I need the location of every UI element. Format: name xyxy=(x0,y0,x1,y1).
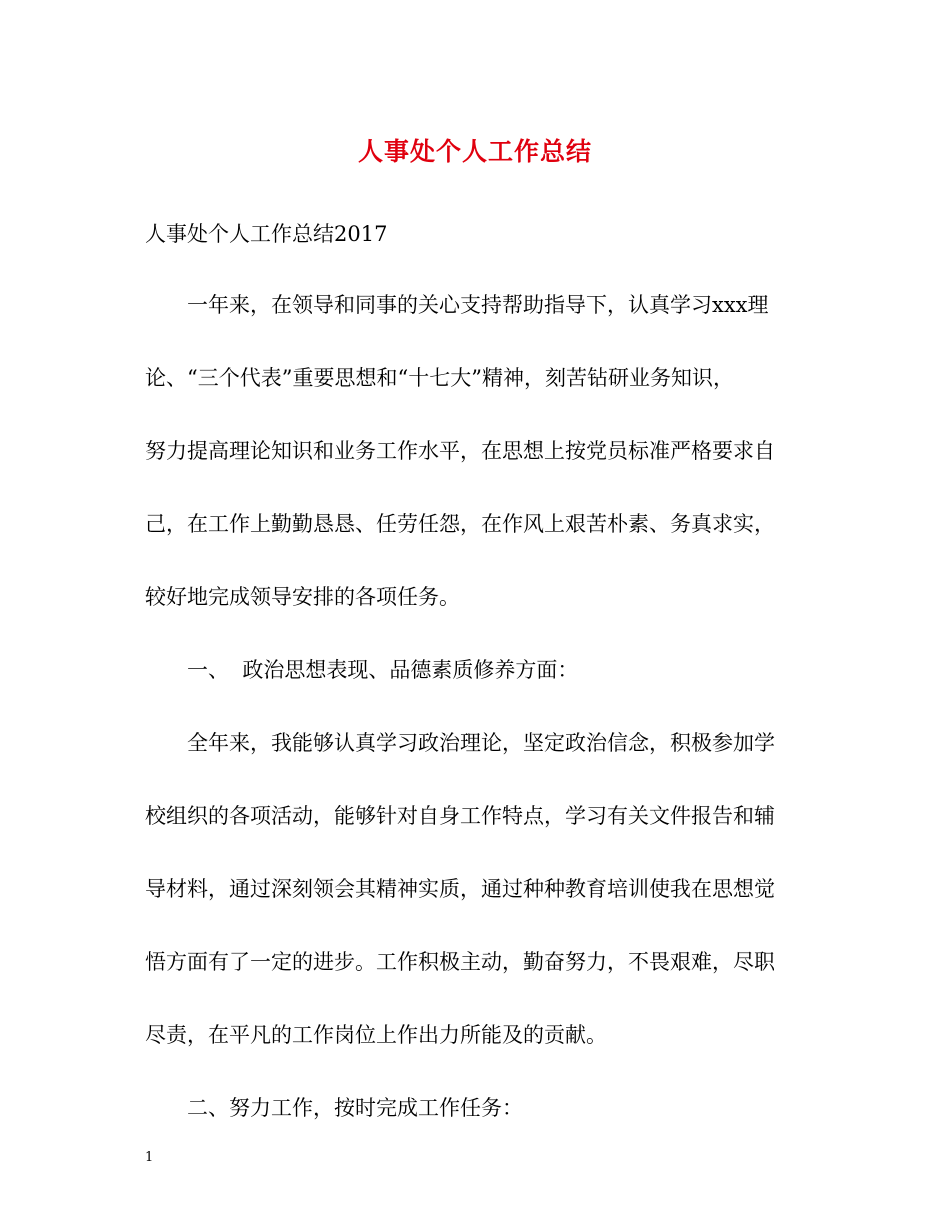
document-body xyxy=(145,287,805,1163)
body-line-10: 悟方面有了一定的进步。工作积极主动，勤奋努力，不畏艰难，尽职 xyxy=(145,950,775,974)
section-heading-2: 二、努力工作，按时完成工作任务： xyxy=(187,1096,523,1120)
document-title: 人事处个人工作总结 xyxy=(357,137,592,166)
body-line-11: 尽责，在平凡的工作岗位上作出力所能及的贡献。 xyxy=(145,1023,607,1047)
body-line-1: 一年来，在领导和同事的关心支持帮助指导下，认真学习xxx理 xyxy=(187,293,769,317)
document-subtitle: 人事处个人工作总结2017 xyxy=(145,222,388,246)
body-line-7: 全年来，我能够认真学习政治理论，坚定政治信念，积极参加学 xyxy=(187,731,775,755)
body-line-2: 论、“三个代表”重要思想和“十七大”精神，刻苦钻研业务知识， xyxy=(145,366,734,390)
body-line-9: 导材料，通过深刻领会其精神实质，通过种种教育培训使我在思想觉 xyxy=(145,877,775,901)
body-line-3: 努力提高理论知识和业务工作水平，在思想上按党员标准严格要求自 xyxy=(145,439,775,463)
body-line-8: 校组织的各项活动，能够针对自身工作特点，学习有关文件报告和辅 xyxy=(145,804,775,828)
body-line-5: 较好地完成领导安排的各项任务。 xyxy=(145,585,460,609)
body-line-4: 己，在工作上勤勤恳恳、任劳任怨，在作风上艰苦朴素、务真求实， xyxy=(145,512,775,536)
section-heading-1: 一、 政治思想表现、品德素质修养方面： xyxy=(187,658,579,682)
page-number: 1 xyxy=(145,1150,154,1165)
